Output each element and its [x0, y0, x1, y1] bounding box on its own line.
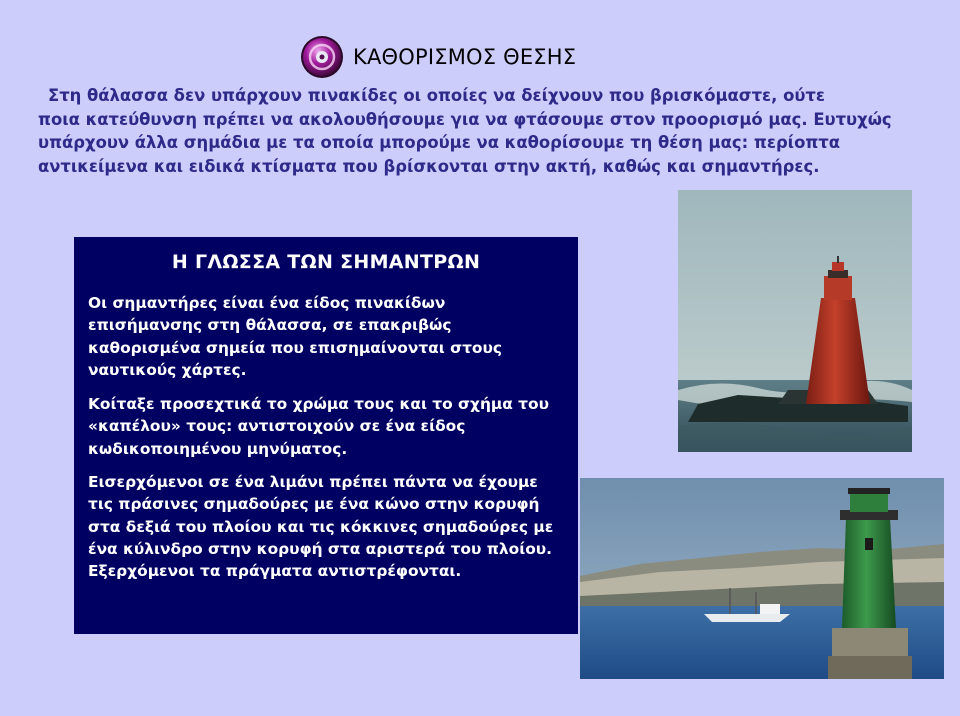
- red-beacon-photo: [678, 190, 912, 452]
- disc-logo-icon: [300, 35, 344, 79]
- panel-paragraph-3: [88, 471, 564, 582]
- page-title: ΚΑΘΟΡΙΣΜΟΣ ΘΕΣΗΣ: [353, 45, 577, 69]
- panel-paragraph-3a: Εισερχόμενοι σε ένα λιμάνι πρέπει πάντα να έχουμε τις πράσινες σημαδούρες με ένα κώνο στην κορυφή στα δεξιά του πλοίου και τις κόκκινες σημαδούρες με ένα κύλινδρο στην κορυφή στα αριστερά του πλοίου.: [88, 473, 554, 558]
- panel-paragraph-2: Κοίταξε προσεχτικά το χρώμα τους και το σχήμα του «καπέλου» τους: αντιστοιχούν σε ένα είδος κωδικοποιημένου μηνύματος.: [88, 395, 549, 458]
- intro-text: [38, 84, 918, 178]
- title-bar: [300, 34, 576, 80]
- panel-heading: Η ΓΛΩΣΣΑ ΤΩΝ ΣΗΜΑΝΤΡΩΝ: [171, 251, 481, 273]
- panel-paragraph-3b: Εξερχόμενοι τα πράγματα αντιστρέφονται.: [88, 562, 462, 581]
- intro-rest: ποια κατεύθυνση πρέπει να ακολουθήσουμε για να φτάσουμε στον προορισμό μας. Ευτυχώς υπάρχουν άλλα σημάδια με τα οποία μπορούμε να καθορίσουμε τη θέση μας: περίοπτα αντικείμενα και ειδικά κτίσματα που βρίσκονται στην ακτή, καθώς και σημαντήρες.: [38, 109, 892, 176]
- green-beacon-photo: [580, 478, 944, 679]
- buoy-language-panel: [74, 237, 578, 634]
- panel-paragraph-1: Οι σημαντήρες είναι ένα είδος πινακίδων επισήμανσης στη θάλασσα, σε επακριβώς καθορισμένα σημεία που επισημαίνονται στους ναυτικούς χάρτες.: [88, 294, 502, 379]
- intro-line-1: Στη θάλασσα δεν υπάρχουν πινακίδες οι οποίες να δείχνουν που βρισκόμαστε, ούτε: [48, 86, 826, 105]
